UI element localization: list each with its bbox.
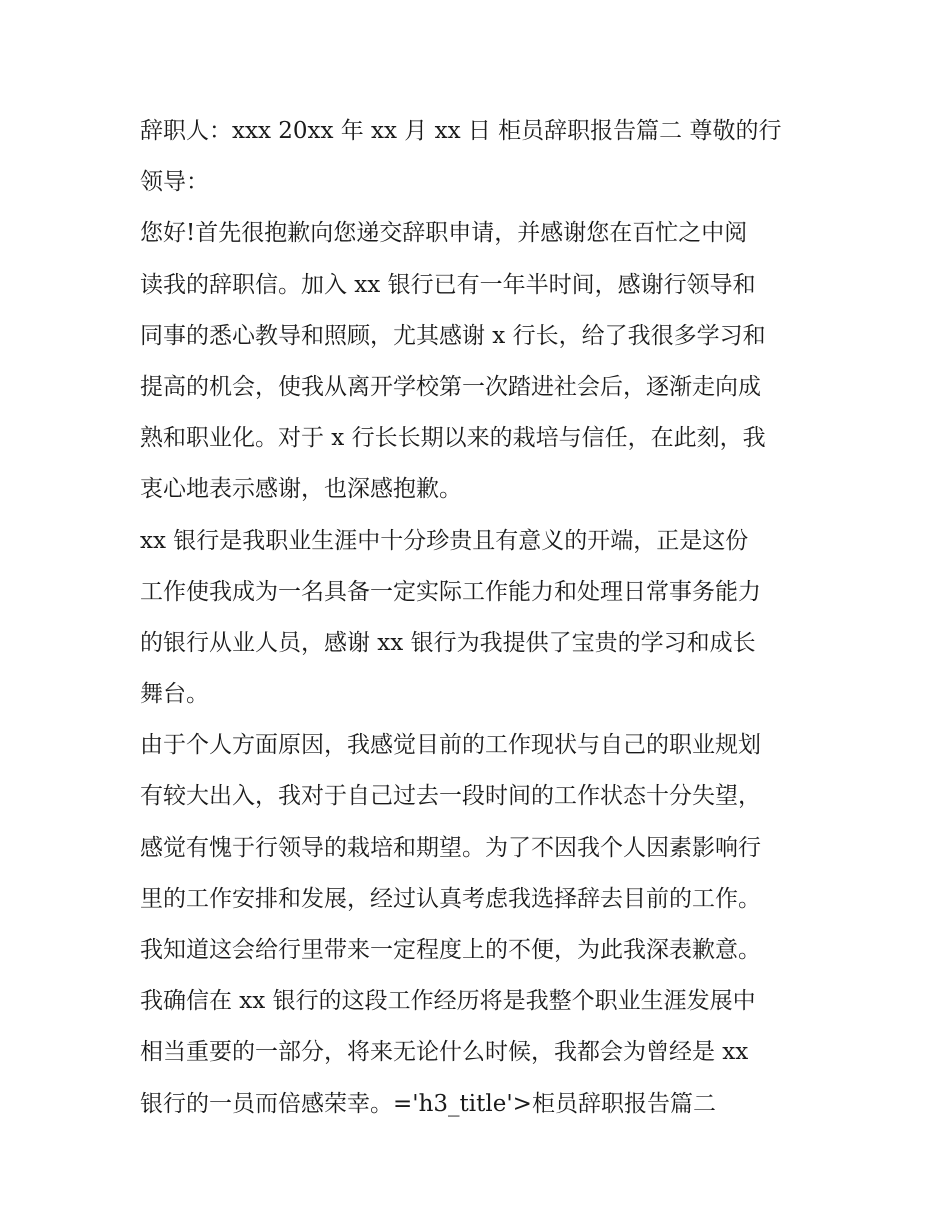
- text-line: 的银行从业人员，感谢 xx 银行为我提供了宝贵的学习和成长: [140, 629, 756, 656]
- text-line: 熟和职业化。对于 x 行长长期以来的栽培与信任，在此刻，我: [140, 425, 766, 452]
- text-line: 相当重要的一部分，将来无论什么时候，我都会为曾经是 xx: [140, 1039, 749, 1066]
- text-line: 舞台。: [140, 681, 209, 708]
- text-line: 提高的机会，使我从离开学校第一次踏进社会后，逐渐走向成: [140, 373, 761, 400]
- text-line: 辞职人：xxx 20xx 年 xx 月 xx 日 柜员辞职报告篇二 尊敬的行: [140, 118, 782, 144]
- letter-body: [140, 106, 830, 1130]
- text-line: xx 银行是我职业生涯中十分珍贵且有意义的开端，正是这份: [140, 527, 749, 554]
- text-line: 里的工作安排和发展，经过认真考虑我选择辞去目前的工作。: [140, 885, 761, 912]
- text-line: 银行的一员而倍感荣幸。='h3_title'>柜员辞职报告篇二: [140, 1090, 716, 1117]
- text-line: 衷心地表示感谢，也深感抱歉。: [140, 476, 462, 503]
- text-line: 感觉有愧于行领导的栽培和期望。为了不因我个人因素影响行: [140, 834, 761, 861]
- text-line: 领导：: [140, 169, 209, 196]
- text-line: 由于个人方面原因，我感觉目前的工作现状与自己的职业规划: [140, 732, 761, 759]
- text-line: 工作使我成为一名具备一定实际工作能力和处理日常事务能力: [140, 578, 761, 605]
- text-line: 同事的悉心教导和照顾，尤其感谢 x 行长，给了我很多学习和: [140, 322, 766, 349]
- text-line: 有较大出入，我对于自己过去一段时间的工作状态十分失望，: [140, 783, 761, 810]
- text-line: 我确信在 xx 银行的这段工作经历将是我整个职业生涯发展中: [140, 988, 756, 1015]
- text-line: 您好!首先很抱歉向您递交辞职申请，并感谢您在百忙之中阅: [140, 220, 748, 247]
- text-line: 我知道这会给行里带来一定程度上的不便，为此我深表歉意。: [140, 937, 761, 963]
- text-line: 读我的辞职信。加入 xx 银行已有一年半时间，感谢行领导和: [140, 271, 756, 298]
